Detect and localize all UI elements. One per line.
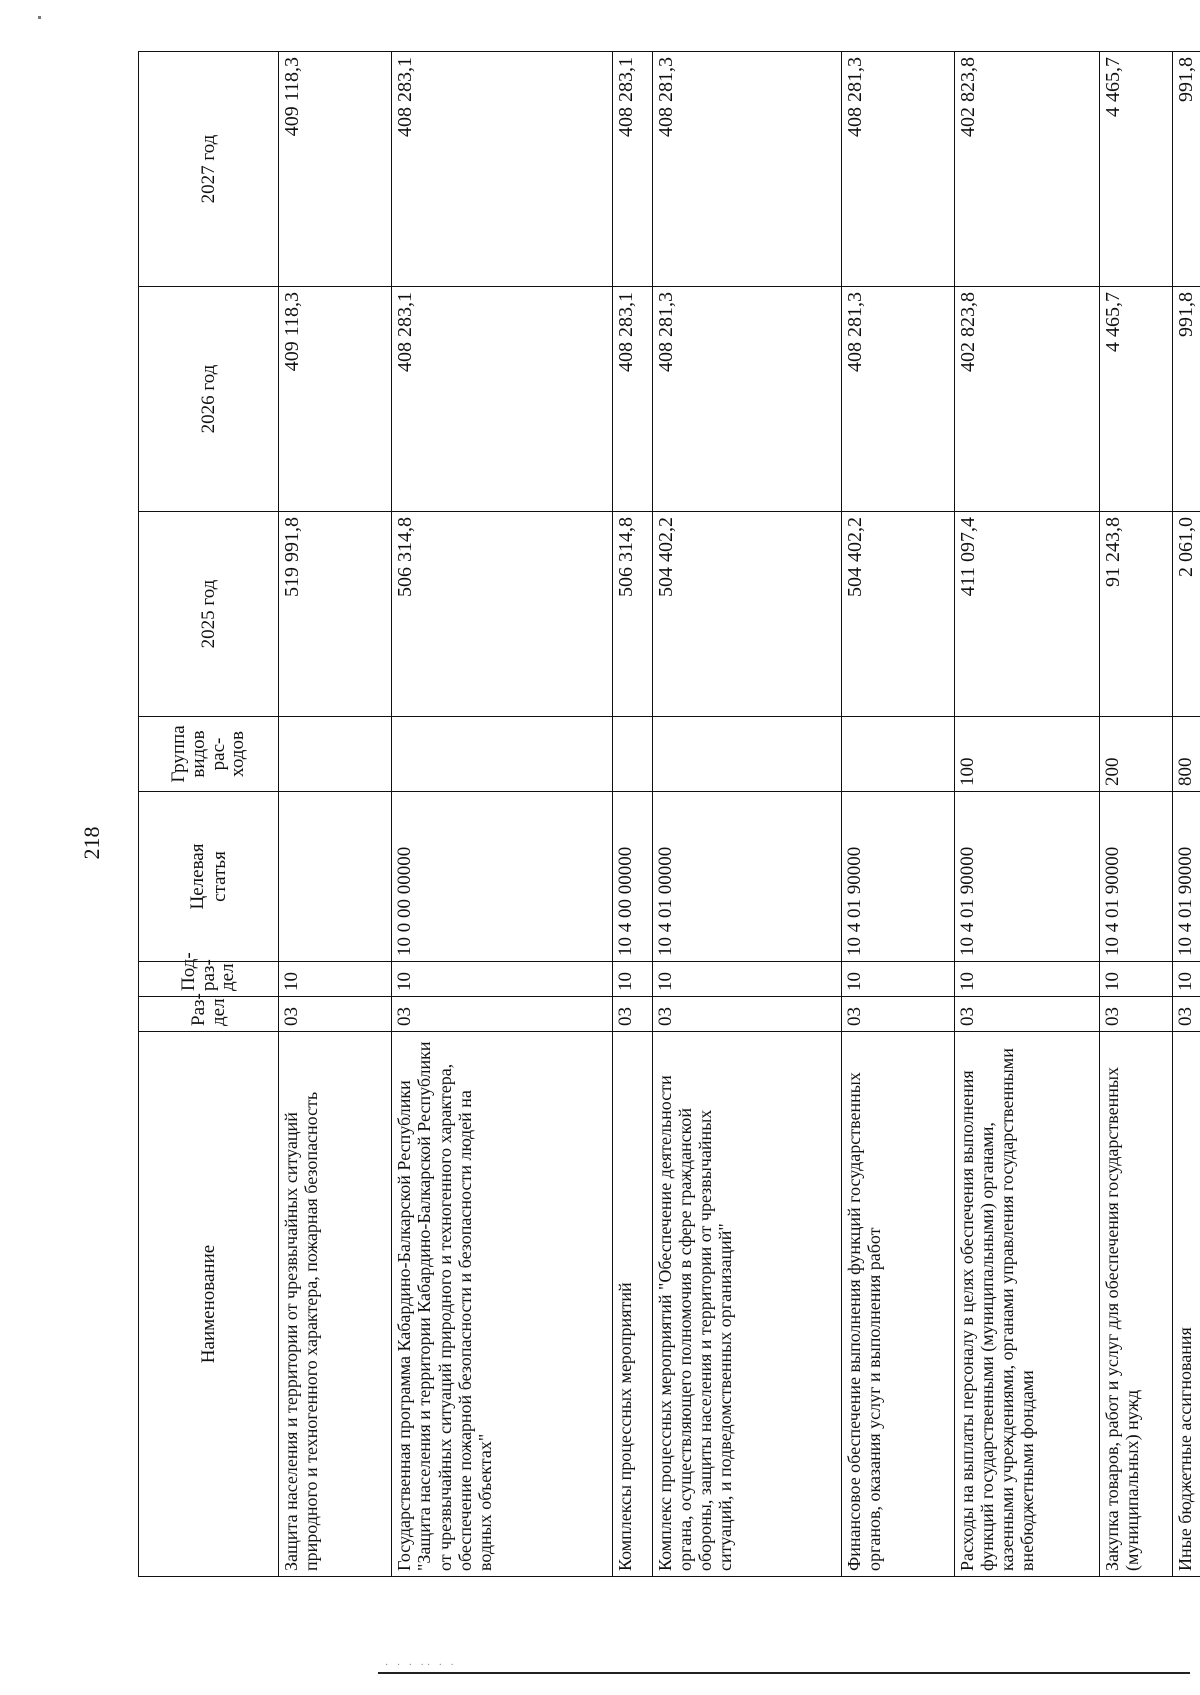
table-row <box>841 52 954 1577</box>
table-row <box>1172 52 1200 1577</box>
row-2025: 506 314,8 <box>392 512 612 717</box>
budget-table <box>138 51 1200 1577</box>
table-row <box>612 52 652 1577</box>
row-razdel: 03 <box>1099 997 1172 1032</box>
row-2026: 402 823,8 <box>954 287 1099 512</box>
row-name: Комплексы процессных мероприятий <box>612 1032 652 1577</box>
row-2026: 408 283,1 <box>612 287 652 512</box>
row-razdel: 03 <box>392 997 612 1032</box>
scan-speck <box>38 16 41 19</box>
row-name: Закупка товаров, работ и услуг для обеспечения государственных (муниципальных) нужд <box>1099 1032 1172 1577</box>
row-podrazdel: 10 <box>841 962 954 997</box>
row-name: Иные бюджетные ассигнования <box>1172 1032 1200 1577</box>
table-row <box>1099 52 1172 1577</box>
row-2025: 519 991,8 <box>279 512 392 717</box>
row-group <box>279 717 392 792</box>
row-2027: 4 465,7 <box>1099 52 1172 287</box>
table-row <box>954 52 1099 1577</box>
row-2025: 506 314,8 <box>612 512 652 717</box>
col-header-target-text: Целевая статья <box>187 843 230 910</box>
row-name: Комплекс процессных мероприятий "Обеспечение деятельности органа, осуществляющего полномочия в сфере гражданской обороны, защиты населения и территории от чрезвычайных ситуаций, и подведомственных организаций" <box>652 1032 841 1577</box>
row-name: Защита населения и территории от чрезвычайных ситуаций природного и техногенного характера, пожарная безопасность <box>279 1032 392 1577</box>
row-razdel: 03 <box>612 997 652 1032</box>
row-2025: 504 402,2 <box>652 512 841 717</box>
row-group <box>841 717 954 792</box>
row-podrazdel: 10 <box>1172 962 1200 997</box>
row-razdel: 03 <box>954 997 1099 1032</box>
col-header-podrazdel <box>139 952 279 997</box>
row-podrazdel: 10 <box>279 962 392 997</box>
row-2025: 504 402,2 <box>841 512 954 717</box>
col-header-2026: 2026 год <box>139 287 279 512</box>
col-header-target <box>139 792 279 962</box>
col-header-group-text: Группа видов рас- ходов <box>167 725 249 783</box>
row-2026: 408 281,3 <box>841 287 954 512</box>
row-group <box>392 717 612 792</box>
row-podrazdel: 10 <box>612 962 652 997</box>
col-header-name: Наименование <box>139 1032 279 1577</box>
row-target: 10 4 00 00000 <box>612 792 652 962</box>
footer-rule <box>378 1672 1190 1674</box>
row-podrazdel: 10 <box>1099 962 1172 997</box>
row-2026: 408 283,1 <box>392 287 612 512</box>
row-2027: 409 118,3 <box>279 52 392 287</box>
row-2027: 408 281,3 <box>652 52 841 287</box>
col-header-group <box>139 717 279 792</box>
row-2027: 408 283,1 <box>392 52 612 287</box>
col-header-razdel-text: Раз- дел <box>187 993 229 1026</box>
row-target: 10 4 01 00000 <box>652 792 841 962</box>
row-2027: 408 281,3 <box>841 52 954 287</box>
row-razdel: 03 <box>652 997 841 1032</box>
scan-artifact: · · · ·· · · <box>385 1660 457 1671</box>
col-header-2027: 2027 год <box>139 52 279 287</box>
row-group: 100 <box>954 717 1099 792</box>
row-target: 10 4 01 90000 <box>1099 792 1172 962</box>
row-podrazdel: 10 <box>652 962 841 997</box>
row-name: Финансовое обеспечение выполнения функций государственных органов, оказания услуг и выполнения работ <box>841 1032 954 1577</box>
row-group <box>612 717 652 792</box>
rotated-table-sheet <box>138 52 1200 1577</box>
row-2025: 411 097,4 <box>954 512 1099 717</box>
row-target <box>279 792 392 962</box>
row-2027: 402 823,8 <box>954 52 1099 287</box>
table-row <box>652 52 841 1577</box>
row-2026: 4 465,7 <box>1099 287 1172 512</box>
table-row <box>279 52 392 1577</box>
row-group: 200 <box>1099 717 1172 792</box>
row-podrazdel: 10 <box>392 962 612 997</box>
row-name: Расходы на выплаты персоналу в целях обеспечения выполнения функций государственными (муниципальными) органами, казенными учреждениями, органами управления государственными внебюджетными фондами <box>954 1032 1099 1577</box>
col-header-podrazdel-text: Под- раз- дел <box>177 952 239 991</box>
row-target: 10 4 01 90000 <box>841 792 954 962</box>
row-2025: 91 243,8 <box>1099 512 1172 717</box>
table-row <box>392 52 612 1577</box>
row-razdel: 03 <box>841 997 954 1032</box>
row-2026: 409 118,3 <box>279 287 392 512</box>
row-2027: 991,8 <box>1172 52 1200 287</box>
row-podrazdel: 10 <box>954 962 1099 997</box>
row-name: Государственная программа Кабардино-Балкарской Республики "Защита населения и территории Кабардино-Балкарской Республики от чрезвычайных ситуаций природного и техногенного характера, обеспечение пожарной безопасности и безопасности людей на водных объектах" <box>392 1032 612 1577</box>
row-razdel: 03 <box>1172 997 1200 1032</box>
row-group <box>652 717 841 792</box>
row-2025: 2 061,0 <box>1172 512 1200 717</box>
row-target: 10 4 01 90000 <box>954 792 1099 962</box>
header-row <box>139 52 279 1577</box>
row-group: 800 <box>1172 717 1200 792</box>
row-razdel: 03 <box>279 997 392 1032</box>
row-2026: 991,8 <box>1172 287 1200 512</box>
row-2027: 408 283,1 <box>612 52 652 287</box>
row-target: 10 4 01 90000 <box>1172 792 1200 962</box>
col-header-2025: 2025 год <box>139 512 279 717</box>
page-number: 218 <box>79 826 104 860</box>
col-header-razdel <box>139 993 279 1032</box>
row-2026: 408 281,3 <box>652 287 841 512</box>
row-target: 10 0 00 00000 <box>392 792 612 962</box>
